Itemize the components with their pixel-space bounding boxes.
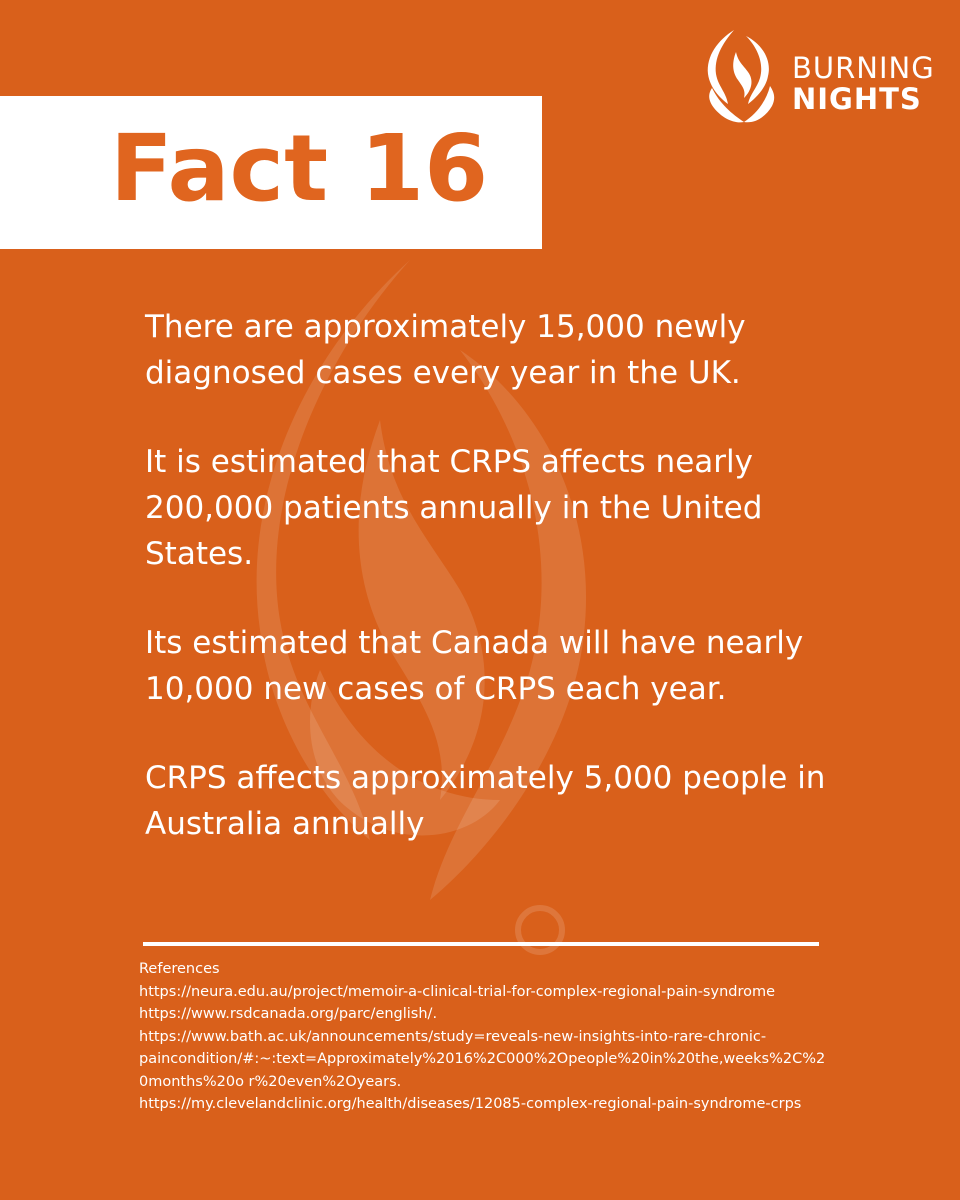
fact-canada: Its estimated that Canada will have nearly 10,000 new cases of CRPS each year. bbox=[145, 625, 804, 707]
fact-australia: CRPS affects approximately 5,000 people in Australia annually bbox=[145, 760, 826, 842]
reference-link-rsdcanada[interactable]: https://www.rsdcanada.org/parc/english/. bbox=[139, 1006, 438, 1022]
divider bbox=[143, 942, 819, 946]
references-heading: References bbox=[139, 961, 220, 977]
facts-list bbox=[145, 304, 835, 890]
brand-name-line2: NIGHTS bbox=[792, 82, 922, 116]
brand-name-line1: BURNING bbox=[792, 51, 935, 85]
reference-link-bath[interactable]: https://www.bath.ac.uk/announcements/study=reveals-new-insights-into-rare-chronic-paincondition/#:~:text=Approximately%2016%2C000%2Opeople%20in%20the,weeks%2C%20months%20o r%20even%2Oyears. bbox=[139, 1028, 826, 1090]
reference-link-clevelandclinic[interactable]: https://my.clevelandclinic.org/health/diseases/12085-complex-regional-pain-syndrome-crps bbox=[139, 1096, 802, 1112]
fact-usa: It is estimated that CRPS affects nearly 200,000 patients annually in the United States. bbox=[145, 444, 763, 572]
reference-link-neura[interactable]: https://neura.edu.au/project/memoir-a-clinical-trial-for-complex-regional-pain-syndrome bbox=[139, 983, 776, 1000]
brand-logo bbox=[700, 26, 940, 136]
page-title: Fact 16 bbox=[110, 115, 489, 222]
references bbox=[139, 958, 829, 1116]
fact-uk: There are approximately 15,000 newly diagnosed cases every year in the UK. bbox=[145, 309, 746, 391]
title-banner bbox=[0, 96, 542, 249]
flame-hands-icon bbox=[700, 26, 780, 130]
